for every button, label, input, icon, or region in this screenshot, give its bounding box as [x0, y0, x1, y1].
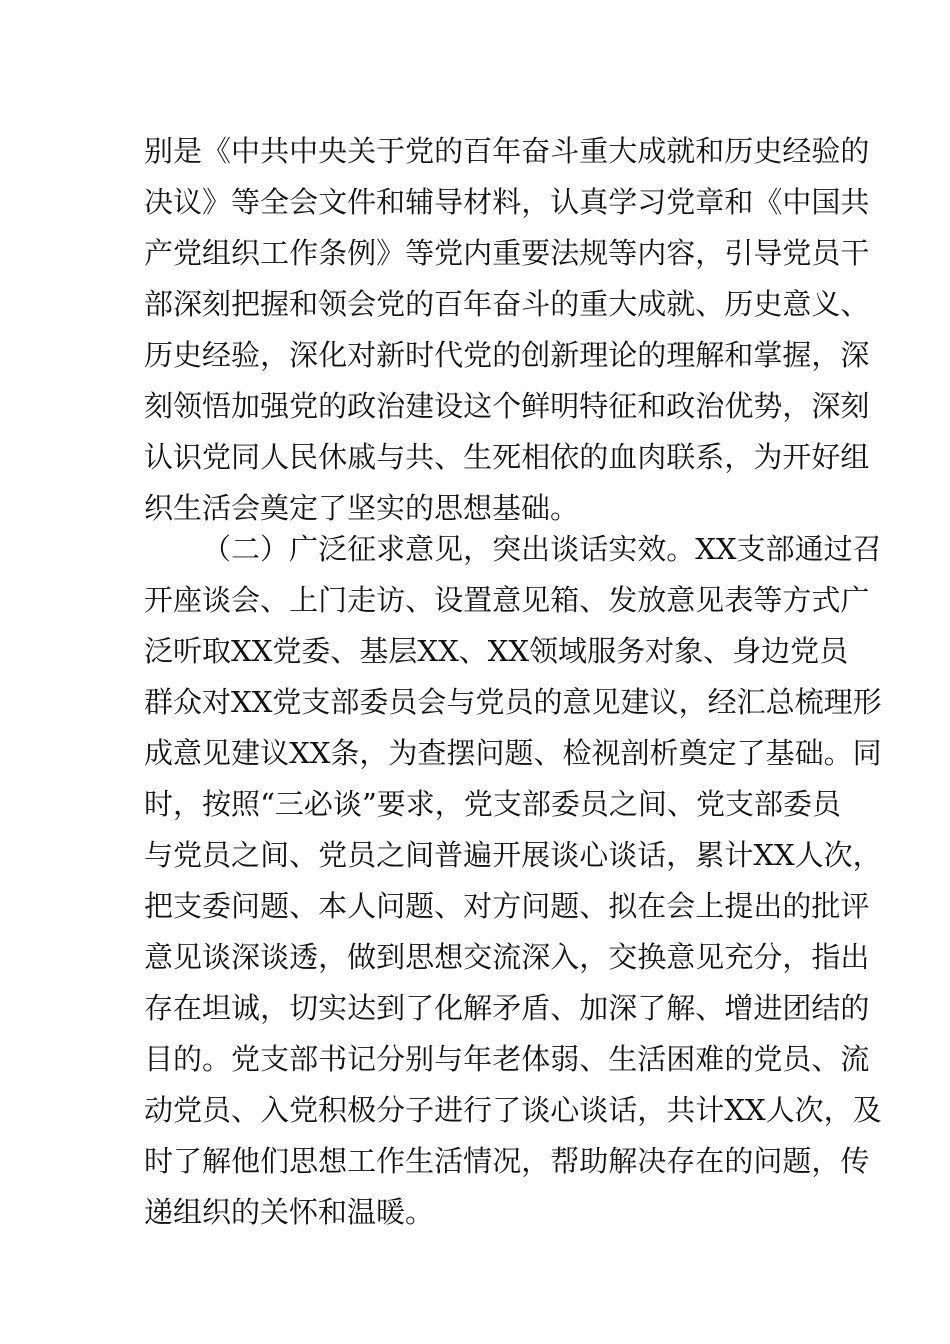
- paragraph-2: [144, 524, 882, 1238]
- paragraph-line: 刻 领 悟 加 强 党 的 政 治 建 设 这 个 鲜 明 特 征 和 政 治 优 势 ， 深 刻: [144, 389, 870, 423]
- paragraph-1: [144, 126, 870, 534]
- paragraph-line: 与 党 员 之 间 、 党 员 之 间 普 遍 开 展 谈 心 谈 话 ， 累 计 XX 人 次 ，: [144, 838, 882, 872]
- paragraph-line: 动 党 员 、 入 党 积 极 分 子 进 行 了 谈 心 谈 话 ， 共 计 XX 人 次 ， 及: [144, 1093, 882, 1127]
- paragraph-line: 存 在 坦 诚 ， 切 实 达 到 了 化 解 矛 盾 、 加 深 了 解 、 增 进 团 结 的: [144, 991, 870, 1025]
- paragraph-line: 把 支 委 问 题 、 本 人 问 题 、 对 方 问 题 、 拟 在 会 上 提 出 的 批 评: [144, 889, 870, 923]
- paragraph-line: 意 见 谈 深 谈 透 ， 做 到 思 想 交 流 深 入 ， 交 换 意 见 充 分 ， 指 出: [144, 940, 870, 974]
- paragraph-line: 目 的 。 党 支 部 书 记 分 别 与 年 老 体 弱 、 生 活 困 难 的 党 员 、 流: [144, 1042, 870, 1076]
- paragraph-line: 认 识 党 同 人 民 休 戚 与 共 、 生 死 相 依 的 血 肉 联 系 ， 为 开 好 组: [144, 440, 870, 474]
- paragraph-line: 织生活会奠定了坚实的思想基础。: [144, 491, 580, 525]
- paragraph-line: 递组织的关怀和温暖。: [144, 1195, 435, 1229]
- paragraph-line: 成 意 见 建 议 XX 条 ， 为 查 摆 问 题 、 检 视 剖 析 奠 定 了 基 础 。 同: [144, 736, 882, 770]
- paragraph-line: 别 是 《 中 共 中 央 关 于 党 的 百 年 奋 斗 重 大 成 就 和 历 史 经 验 的: [144, 134, 870, 168]
- paragraph-line: （ 二 ） 广 泛 征 求 意 见 ， 突 出 谈 话 实 效 。 XX 支 部 通 过 召: [202, 532, 882, 566]
- paragraph-line: 历 史 经 验 ， 深 化 对 新 时 代 党 的 创 新 理 论 的 理 解 和 掌 握 ， 深: [144, 338, 870, 372]
- paragraph-line: 时 ， 按 照 “ 三 必 谈 ” 要 求 ， 党 支 部 委 员 之 间 、 党 支 部 委 员: [144, 787, 842, 821]
- paragraph-line: 时 了 解 他 们 思 想 工 作 生 活 情 况 ， 帮 助 解 决 存 在 的 问 题 ， 传: [144, 1144, 870, 1178]
- paragraph-line: 开 座 谈 会 、 上 门 走 访 、 设 置 意 见 箱 、 发 放 意 见 表 等 方 式 广: [144, 583, 870, 617]
- paragraph-line: 决 议 》 等 全 会 文 件 和 辅 导 材 料 ， 认 真 学 习 党 章 和 《 中 国 共: [144, 185, 870, 219]
- paragraph-line: 泛 听 取 XX 党 委 、 基 层 XX 、 XX 领 域 服 务 对 象 、 身 边 党 员: [144, 634, 849, 668]
- paragraph-line: 部 深 刻 把 握 和 领 会 党 的 百 年 奋 斗 的 重 大 成 就 、 历 史 意 义 、: [144, 287, 870, 321]
- paragraph-line: 产 党 组 织 工 作 条 例 》 等 党 内 重 要 法 规 等 内 容 ， 引 导 党 员 干: [144, 236, 870, 270]
- paragraph-line: 群 众 对 XX 党 支 部 委 员 会 与 党 员 的 意 见 建 议 ， 经 汇 总 梳 理 形: [144, 685, 882, 719]
